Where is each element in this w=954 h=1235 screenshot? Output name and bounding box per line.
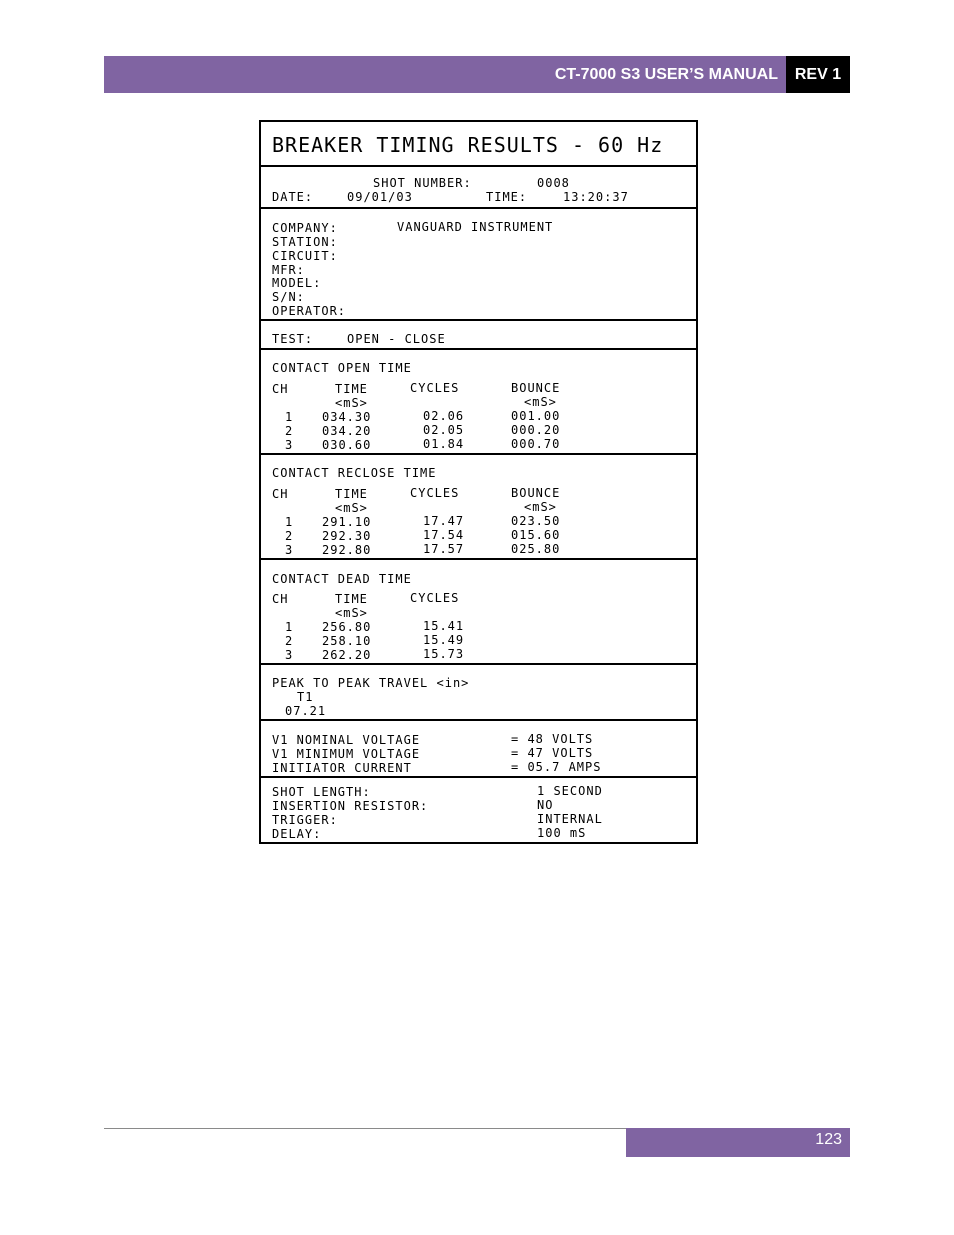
- dead-row-ch: 1: [285, 620, 294, 634]
- open-cycles-header: CYCLES: [410, 381, 460, 395]
- nominal-voltage-label: V1 NOMINAL VOLTAGE: [272, 733, 421, 747]
- company-info-section: [261, 209, 696, 321]
- initiator-current-label: INITIATOR CURRENT: [272, 761, 412, 775]
- reclose-row-ch: 1: [285, 515, 294, 529]
- revision-badge: REV 1: [786, 56, 850, 93]
- manual-title: CT-7000 S3 USER’S MANUAL: [554, 66, 778, 83]
- open-title: CONTACT OPEN TIME: [272, 361, 412, 375]
- reclose-cycles-header: CYCLES: [410, 486, 460, 500]
- delay-value: 100 mS: [537, 826, 587, 840]
- shot-number: 0008: [537, 176, 570, 190]
- test-value: OPEN - CLOSE: [347, 332, 446, 346]
- shot-number-label: SHOT NUMBER:: [373, 176, 472, 190]
- station-label: STATION:: [272, 235, 338, 249]
- open-bounce-unit: <mS>: [524, 395, 557, 409]
- time-value: 13:20:37: [563, 190, 629, 204]
- open-row-cycles: 01.84: [423, 437, 465, 451]
- reclose-time-header: TIME: [335, 487, 368, 501]
- reclose-row-cycles: 17.54: [423, 528, 465, 542]
- open-row-time: 034.30: [322, 410, 372, 424]
- reclose-row-ch: 3: [285, 543, 294, 557]
- footer-rule: [104, 1128, 626, 1129]
- reclose-row-bounce: 023.50: [511, 514, 561, 528]
- open-row-cycles: 02.06: [423, 409, 465, 423]
- contact-dead-section: [261, 560, 696, 665]
- printout-title-section: [261, 122, 696, 167]
- settings-section: [261, 778, 696, 842]
- reclose-row-bounce: 015.60: [511, 528, 561, 542]
- dead-row-time: 258.10: [322, 634, 372, 648]
- dead-row-cycles: 15.73: [423, 647, 465, 661]
- open-time-unit: <mS>: [335, 396, 368, 410]
- reclose-row-bounce: 025.80: [511, 542, 561, 556]
- nominal-voltage-value: = 48 VOLTS: [511, 732, 594, 746]
- open-row-time: 034.20: [322, 424, 372, 438]
- initiator-current-value: = 05.7 AMPS: [511, 760, 602, 774]
- insertion-resistor-label: INSERTION RESISTOR:: [272, 799, 429, 813]
- trigger-label: TRIGGER:: [272, 813, 338, 827]
- dead-row-cycles: 15.41: [423, 619, 465, 633]
- open-row-bounce: 001.00: [511, 409, 561, 423]
- dead-time-unit: <mS>: [335, 606, 368, 620]
- voltage-section: [261, 721, 696, 778]
- reclose-row-time: 292.30: [322, 529, 372, 543]
- reclose-ch-header: CH: [272, 487, 289, 501]
- reclose-bounce-unit: <mS>: [524, 500, 557, 514]
- travel-section: [261, 665, 696, 721]
- travel-value: 07.21: [285, 704, 327, 718]
- model-label: MODEL:: [272, 276, 322, 290]
- company-label: COMPANY:: [272, 221, 338, 235]
- trigger-value: INTERNAL: [537, 812, 603, 826]
- sn-label: S/N:: [272, 290, 305, 304]
- shot-info-section: [261, 167, 696, 209]
- open-row-time: 030.60: [322, 438, 372, 452]
- time-label: TIME:: [486, 190, 528, 204]
- open-bounce-header: BOUNCE: [511, 381, 561, 395]
- open-row-ch: 3: [285, 438, 294, 452]
- shot-length-label: SHOT LENGTH:: [272, 785, 371, 799]
- breaker-timing-printout: [259, 120, 698, 844]
- date-value: 09/01/03: [347, 190, 413, 204]
- shot-length-value: 1 SECOND: [537, 784, 603, 798]
- reclose-bounce-header: BOUNCE: [511, 486, 561, 500]
- date-label: DATE:: [272, 190, 314, 204]
- test-label: TEST:: [272, 332, 314, 346]
- dead-cycles-header: CYCLES: [410, 591, 460, 605]
- open-row-ch: 1: [285, 410, 294, 424]
- dead-ch-header: CH: [272, 592, 289, 606]
- dead-row-time: 262.20: [322, 648, 372, 662]
- printout-title: BREAKER TIMING RESULTS - 60 Hz: [272, 133, 664, 157]
- dead-row-time: 256.80: [322, 620, 372, 634]
- open-row-bounce: 000.20: [511, 423, 561, 437]
- contact-reclose-section: [261, 455, 696, 560]
- open-ch-header: CH: [272, 382, 289, 396]
- dead-time-header: TIME: [335, 592, 368, 606]
- circuit-label: CIRCUIT:: [272, 249, 338, 263]
- reclose-row-cycles: 17.57: [423, 542, 465, 556]
- insertion-resistor-value: NO: [537, 798, 554, 812]
- contact-open-section: [261, 350, 696, 455]
- reclose-row-cycles: 17.47: [423, 514, 465, 528]
- travel-title: PEAK TO PEAK TRAVEL <in>: [272, 676, 470, 690]
- reclose-row-time: 292.80: [322, 543, 372, 557]
- open-time-header: TIME: [335, 382, 368, 396]
- delay-label: DELAY:: [272, 827, 322, 841]
- minimum-voltage-value: = 47 VOLTS: [511, 746, 594, 760]
- operator-label: OPERATOR:: [272, 304, 347, 318]
- open-row-bounce: 000.70: [511, 437, 561, 451]
- reclose-title: CONTACT RECLOSE TIME: [272, 466, 437, 480]
- reclose-time-unit: <mS>: [335, 501, 368, 515]
- mfr-label: MFR:: [272, 263, 305, 277]
- reclose-row-ch: 2: [285, 529, 294, 543]
- open-row-ch: 2: [285, 424, 294, 438]
- dead-row-ch: 2: [285, 634, 294, 648]
- travel-channel: T1: [297, 690, 314, 704]
- dead-row-ch: 3: [285, 648, 294, 662]
- company-value: VANGUARD INSTRUMENT: [397, 220, 554, 234]
- open-row-cycles: 02.05: [423, 423, 465, 437]
- minimum-voltage-label: V1 MINIMUM VOLTAGE: [272, 747, 421, 761]
- dead-row-cycles: 15.49: [423, 633, 465, 647]
- page-number: 123: [815, 1131, 842, 1148]
- dead-title: CONTACT DEAD TIME: [272, 572, 412, 586]
- reclose-row-time: 291.10: [322, 515, 372, 529]
- test-section: [261, 321, 696, 350]
